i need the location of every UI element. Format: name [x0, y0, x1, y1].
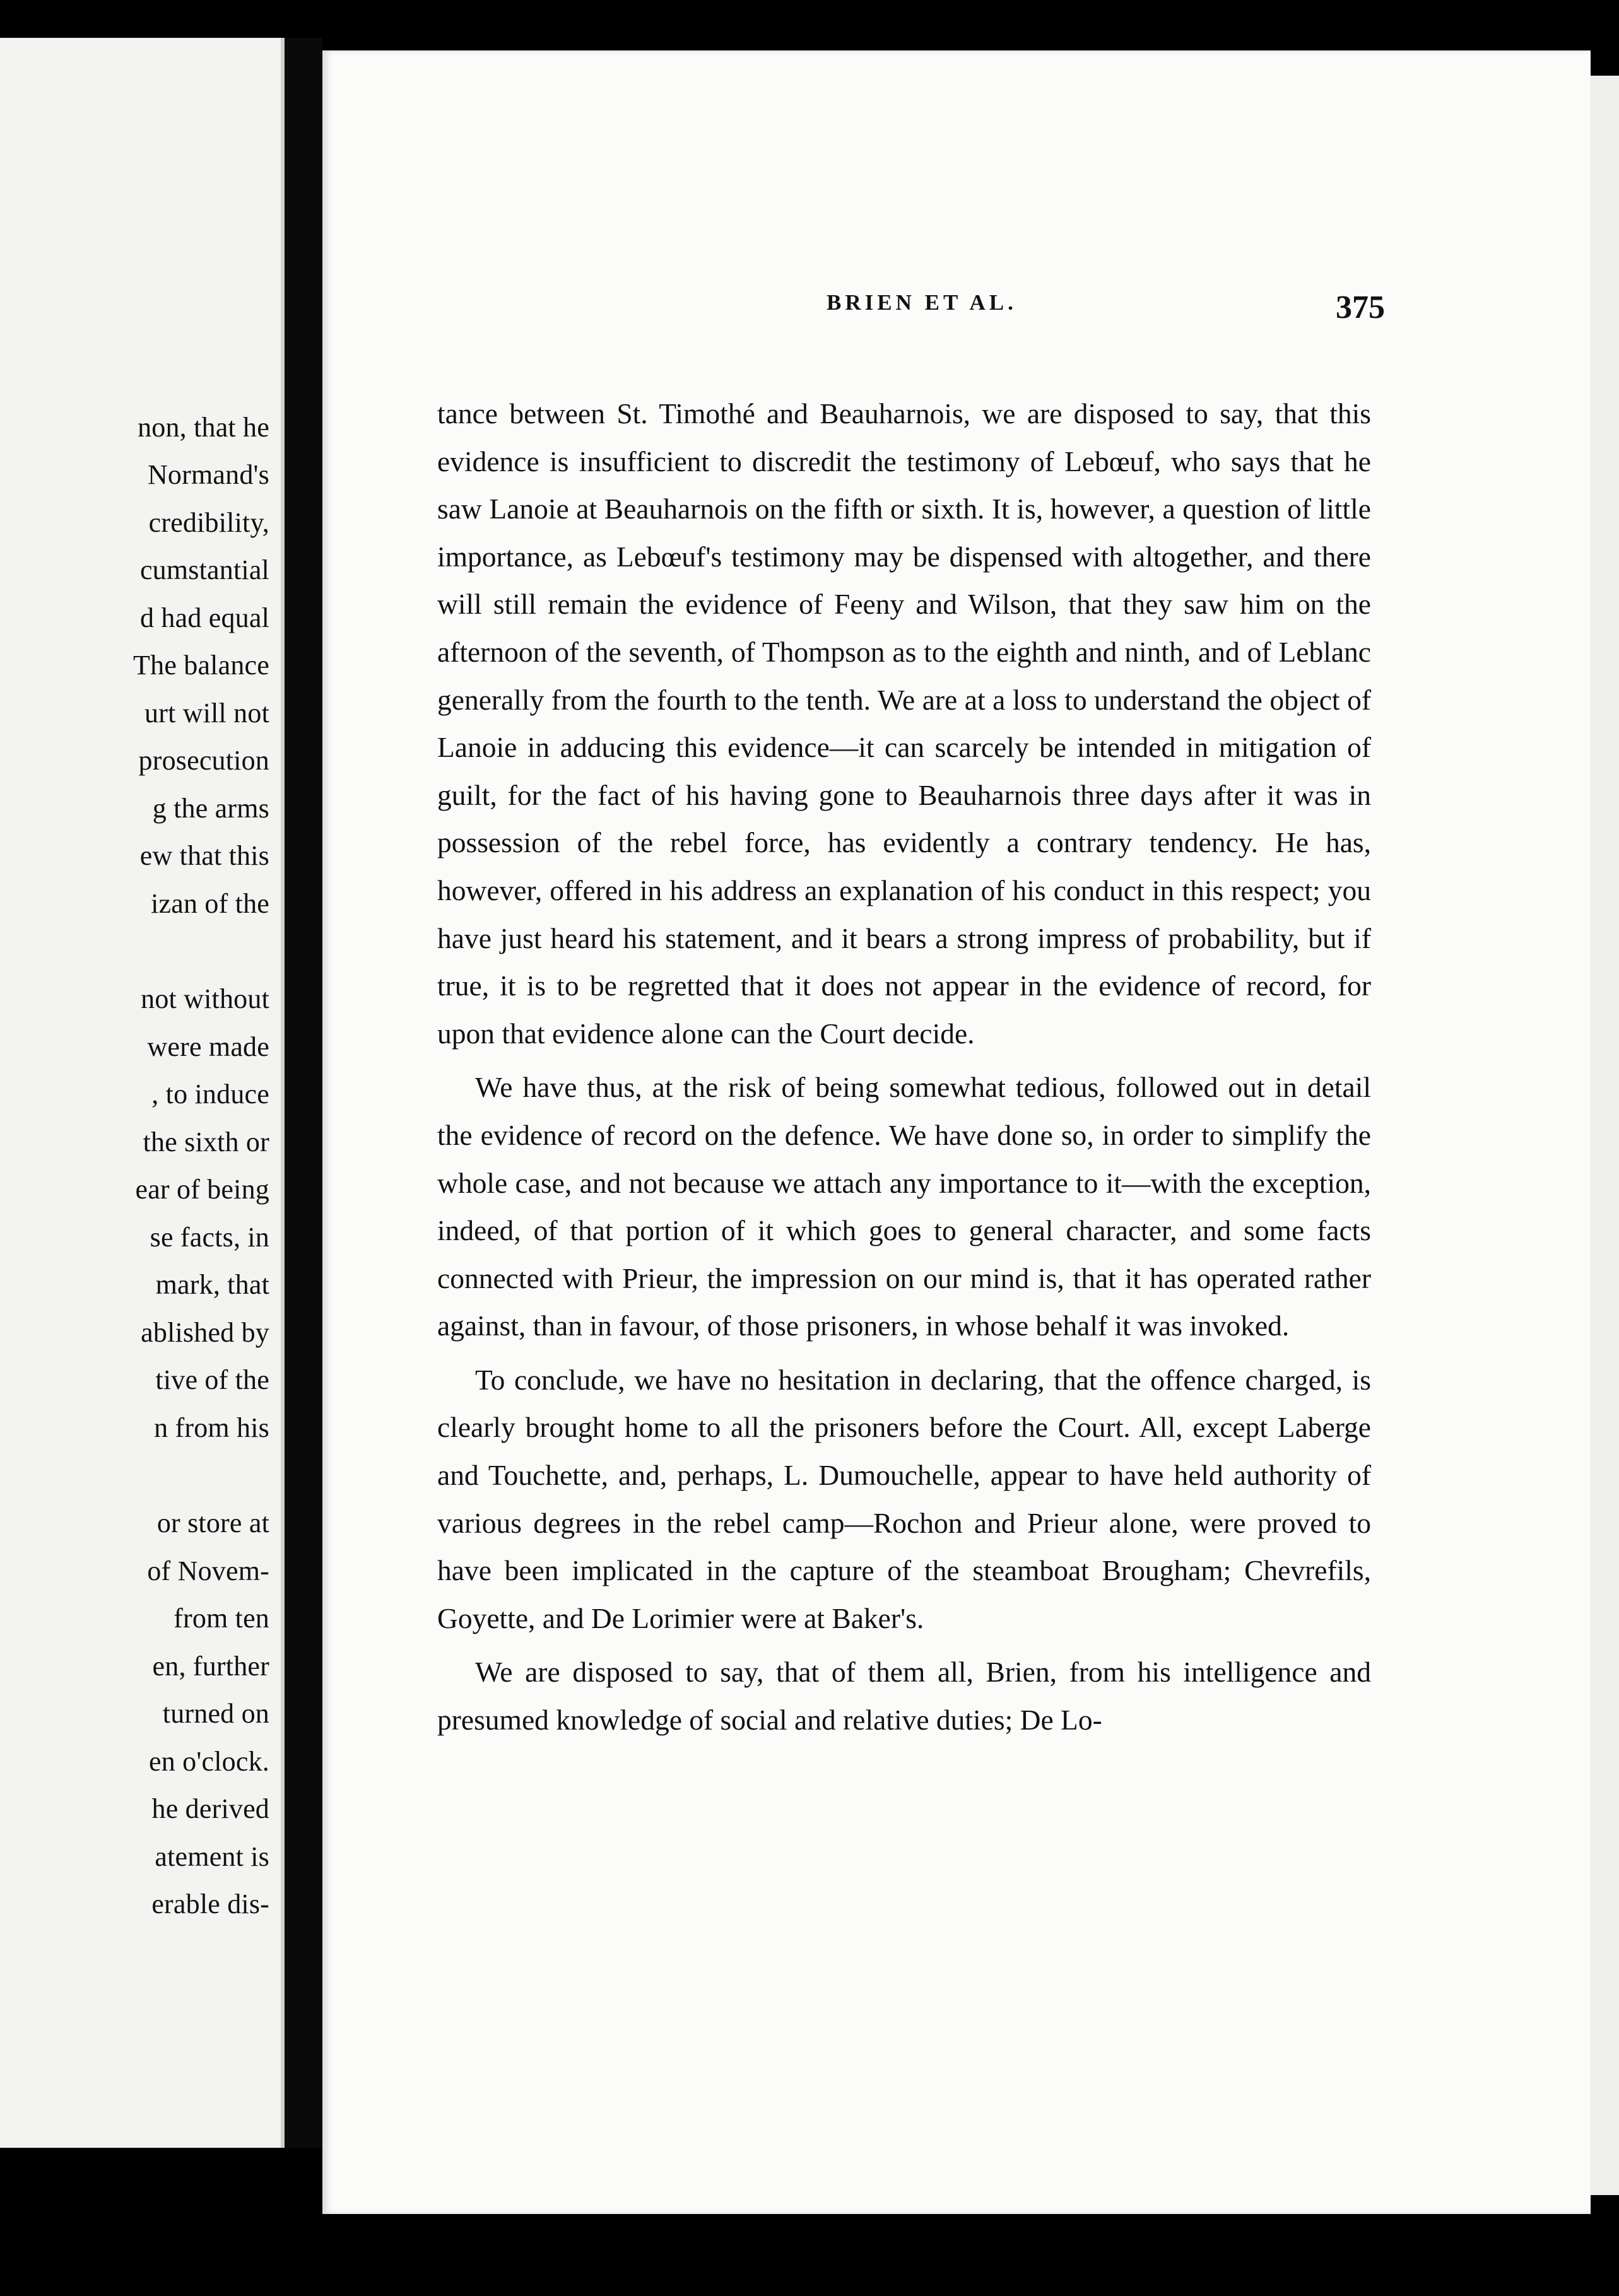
left-page-line: , to induce — [151, 1079, 269, 1110]
previous-page — [0, 38, 285, 2148]
left-page-line: d had equal — [139, 602, 269, 633]
book-gutter — [285, 38, 322, 2148]
page-header — [511, 289, 1385, 327]
left-page-line: g the arms — [152, 793, 269, 824]
left-page-line: non, that he — [138, 412, 269, 443]
left-page-line: urt will not — [144, 698, 269, 729]
left-page-line: mark, that — [155, 1269, 269, 1300]
left-page-line: of Novem- — [147, 1555, 269, 1586]
left-page-line: or store at — [156, 1508, 269, 1538]
paragraph: To conclude, we have no hesitation in declaring, that the offence charged, is clearly brought home to all the prisoners before the Court. All, except Laberge and Touchette, and, perhaps, L. Dumouchelle, appear to have held authority of various degrees in the rebel camp—Rochon and Prieur alone, were proved to have been implicated in the capture of the steamboat Brougham; Chevrefils, Goyette, and De Lorimier were at Baker's. — [437, 1363, 1371, 1634]
left-page-line: ew that this — [139, 840, 269, 871]
left-page-line: he derived — [151, 1793, 269, 1824]
paragraph: We have thus, at the risk of being somewhat tedious, followed out in detail the evidence of record on the defence. We have done so, in order to simplify the whole case, and not because we attach any importance to it—with the exception, indeed, of that portion of it which goes to general character, and some facts connected with Prieur, the impression on our mind is, that it has operated rather against, than in favour, of those prisoners, in whose behalf it was invoked. — [437, 1071, 1371, 1342]
left-page-line: were made — [147, 1031, 269, 1062]
left-page-line: The balance — [133, 650, 269, 681]
left-page-line: not without — [141, 983, 269, 1014]
left-page-line: the sixth or — [143, 1127, 269, 1157]
left-page-line: n from his — [154, 1412, 269, 1443]
left-page-line: ear of being — [135, 1174, 269, 1205]
left-page-line: prosecution — [138, 745, 269, 776]
left-page-line: from ten — [174, 1603, 269, 1634]
running-head: BRIEN ET AL. — [827, 290, 1017, 315]
paragraph: We are disposed to say, that of them all, Brien, from his intelligence and presumed knowledge of social and relative duties; De Lo- — [437, 1656, 1371, 1737]
left-page-line: erable dis- — [151, 1889, 269, 1919]
left-page-line: atement is — [155, 1841, 269, 1872]
left-page-line: tive of the — [155, 1364, 269, 1395]
page-number: 375 — [1336, 290, 1385, 325]
left-page-line: en o'clock. — [149, 1746, 269, 1777]
left-page-line: en, further — [152, 1651, 269, 1682]
left-page-line: Normand's — [147, 459, 269, 490]
left-page-line: izan of the — [151, 888, 269, 919]
body-text — [437, 390, 1371, 1744]
left-page-line: cumstantial — [139, 554, 269, 585]
left-page-line: credibility, — [148, 507, 269, 538]
left-page-line: turned on — [162, 1698, 269, 1729]
left-page-line: ablished by — [141, 1317, 269, 1348]
paragraph: tance between St. Timothé and Beauharnois, we are disposed to say, that this evidence is insufficient to discredit the testimony of Lebœuf, who says that he saw Lanoie at Beauharnois on the fifth or sixth. It is, however, a question of little importance, as Lebœuf's testimony may be dispensed with altogether, and there will still remain the evidence of Feeny and Wilson, that they saw him on the afternoon of the seventh, of Thompson as to the eighth and ninth, and of Leblanc generally from the fourth to the tenth. We are at a loss to understand the object of Lanoie in adducing this evidence—it can scarcely be intended in mitigation of guilt, for the fact of his having gone to Beauharnois three days after it was in possession of the rebel force, has evidently a contrary tendency. He has, however, offered in his address an explanation of his conduct in this respect; you have just heard his statement, and it bears a strong impress of probability, but if true, it is to be regretted that it does not appear in the evidence of record, for upon that evidence alone can the Court decide. — [437, 397, 1371, 1050]
left-page-line: se facts, in — [150, 1222, 269, 1253]
page-edge — [1591, 76, 1619, 2195]
